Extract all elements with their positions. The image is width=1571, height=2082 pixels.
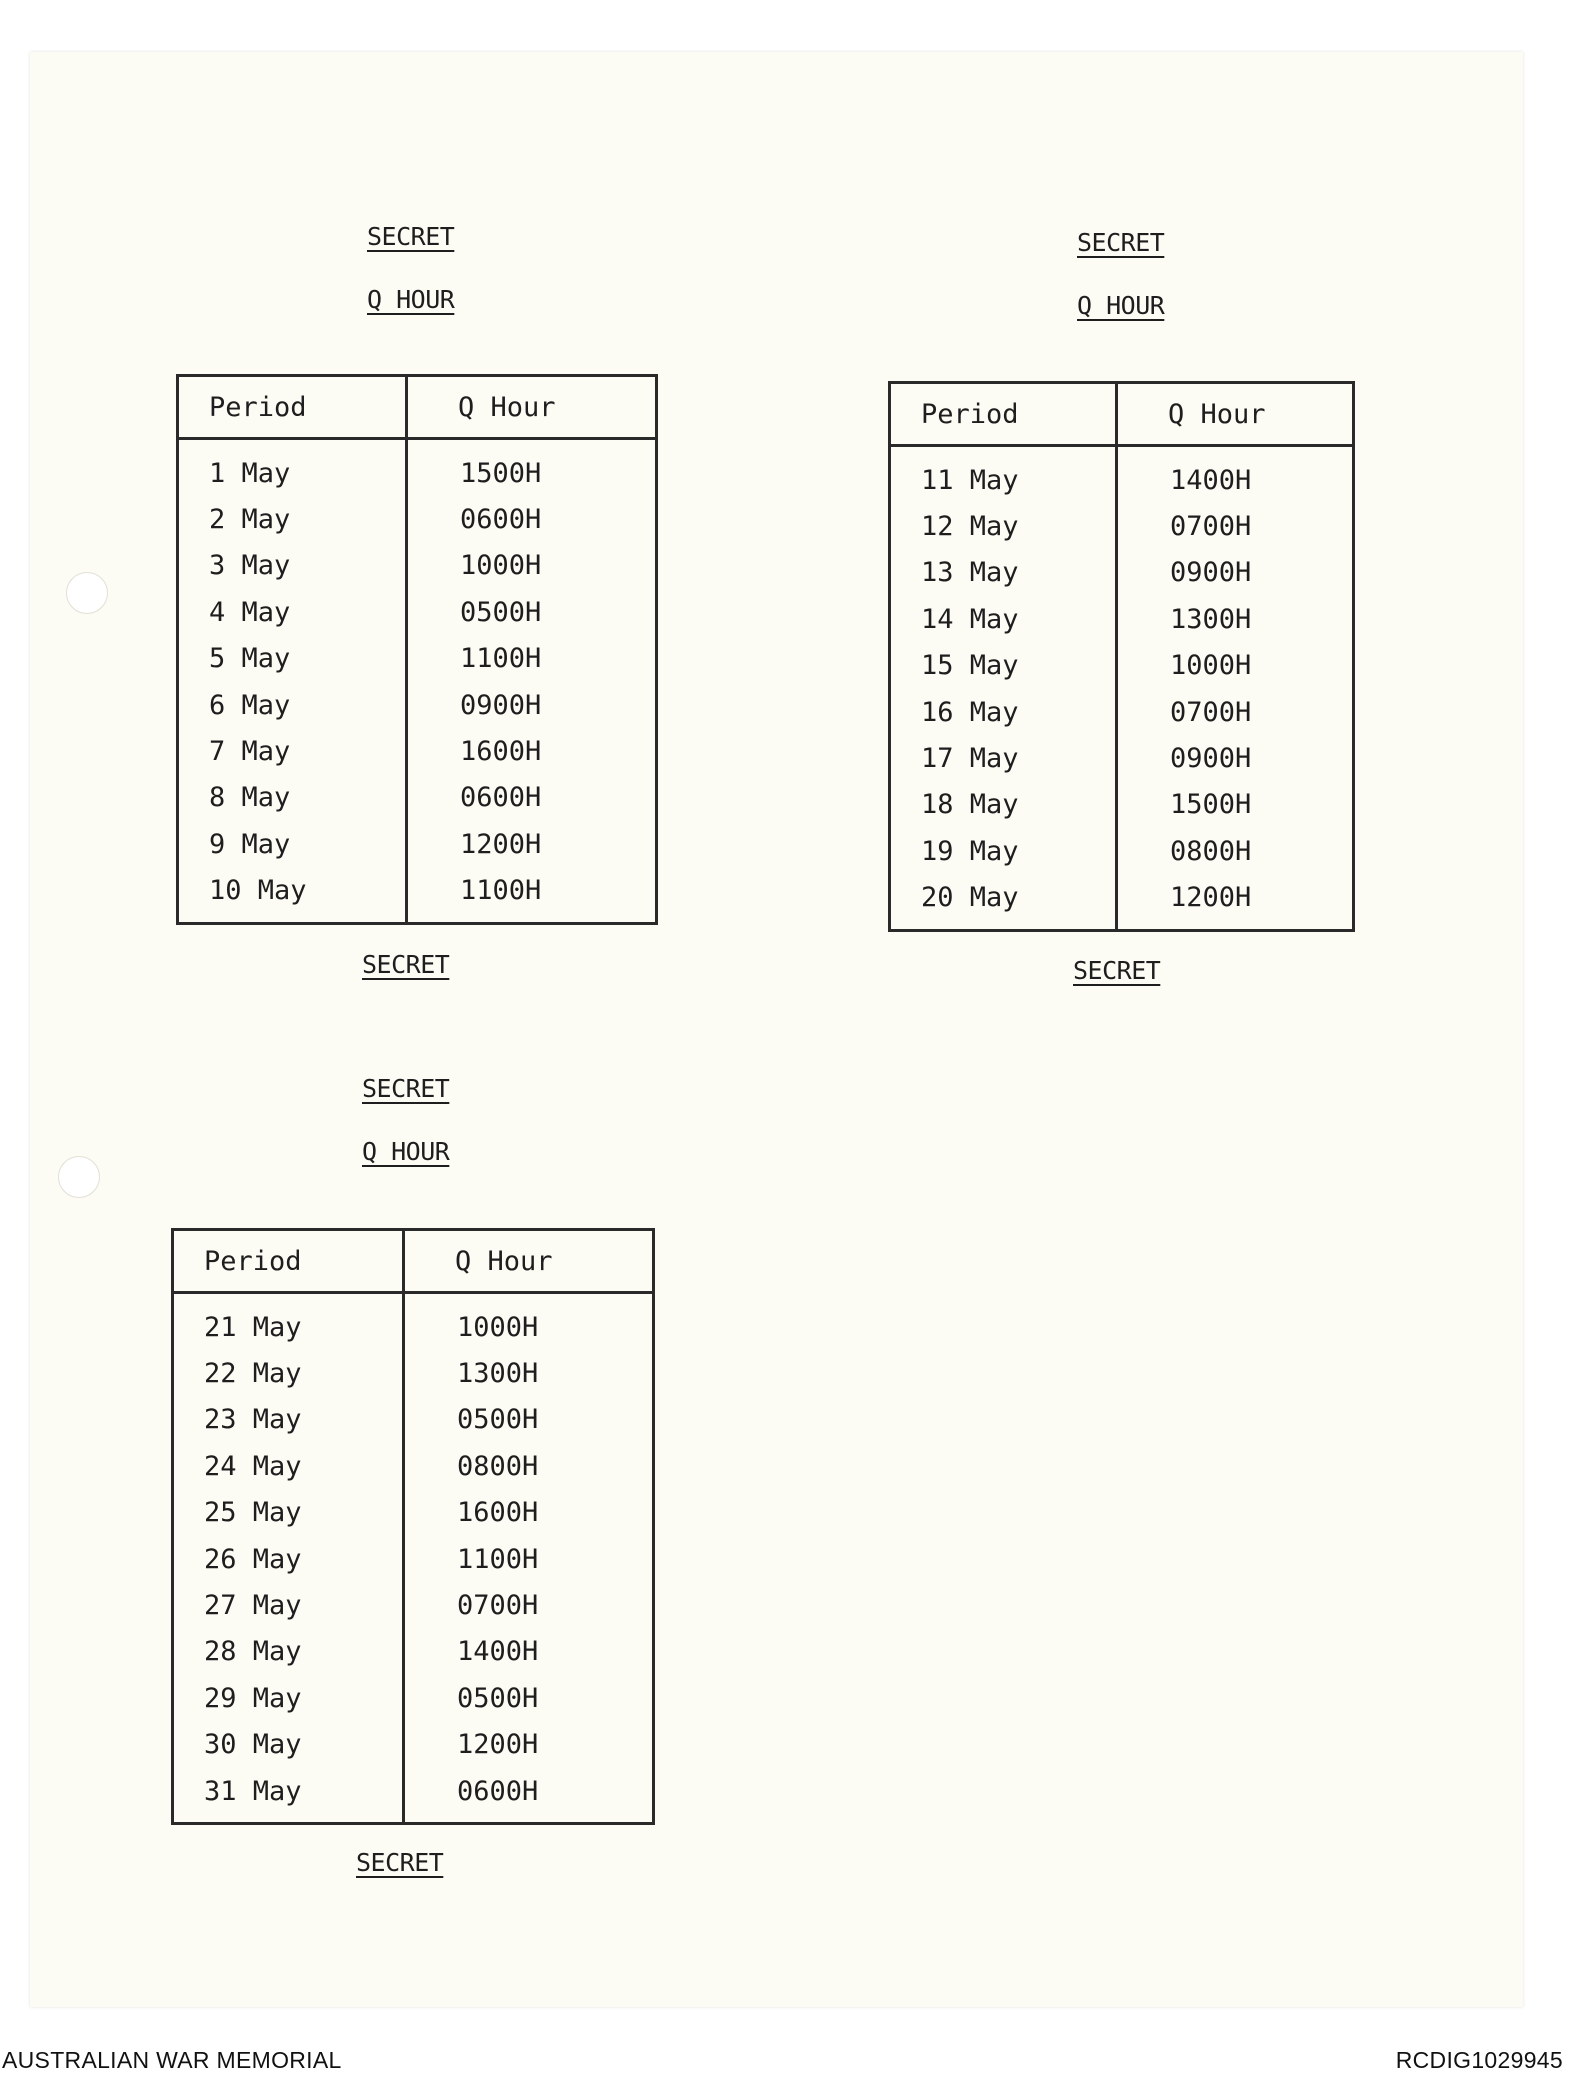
block3-q-hour-title: Q HOUR xyxy=(362,1137,450,1166)
table-row xyxy=(178,543,657,589)
table-header-row xyxy=(178,376,657,439)
q-hour-cell: 0500H xyxy=(460,596,542,628)
table-row xyxy=(178,439,657,497)
period-cell: 30 May xyxy=(173,1722,404,1768)
table-row xyxy=(178,775,657,821)
table-row xyxy=(890,596,1354,642)
table-row xyxy=(173,1768,654,1824)
punch-hole-lower xyxy=(58,1156,100,1198)
table-header-row xyxy=(890,383,1354,446)
table-row xyxy=(178,868,657,924)
table-row xyxy=(178,682,657,728)
q-hour-cell: 1600H xyxy=(460,736,542,768)
table-row xyxy=(173,1443,654,1489)
period-cell: 2 May xyxy=(178,496,407,542)
q-hour-cell: 0700H xyxy=(1170,511,1252,543)
q-hour-cell: 1200H xyxy=(457,1729,539,1761)
q-hour-cell: 1600H xyxy=(457,1497,539,1529)
q-hour-cell: 1400H xyxy=(457,1636,539,1668)
table-row xyxy=(173,1490,654,1536)
footer-record-id: RCDIG1029945 xyxy=(1395,2047,1563,2073)
table-row xyxy=(890,689,1354,735)
period-cell: 7 May xyxy=(178,728,407,774)
table-row xyxy=(173,1536,654,1582)
table-row xyxy=(173,1582,654,1628)
block1-q-hour-title: Q HOUR xyxy=(367,285,455,314)
period-cell: 20 May xyxy=(890,875,1117,931)
period-cell: 21 May xyxy=(173,1293,404,1351)
period-cell: 11 May xyxy=(890,446,1117,504)
table-row xyxy=(173,1722,654,1768)
q-hour-cell: 0600H xyxy=(460,504,542,536)
period-column-header: Period xyxy=(178,376,407,439)
q-hour-cell: 0800H xyxy=(457,1450,539,1482)
q-hour-cell: 1100H xyxy=(460,643,542,675)
table-row xyxy=(178,821,657,867)
period-cell: 18 May xyxy=(890,782,1117,828)
period-cell: 16 May xyxy=(890,689,1117,735)
q-hour-cell: 0900H xyxy=(460,689,542,721)
block2-top-secret-label: SECRET xyxy=(1077,228,1165,257)
period-column-header: Period xyxy=(173,1230,404,1293)
block1-q-hour-table xyxy=(176,374,658,925)
table-row xyxy=(178,728,657,774)
q-hour-cell: 0800H xyxy=(1170,835,1252,867)
period-cell: 4 May xyxy=(178,589,407,635)
block1-bottom-secret-label: SECRET xyxy=(362,950,450,979)
period-cell: 6 May xyxy=(178,682,407,728)
q-hour-cell: 1100H xyxy=(457,1543,539,1575)
q-hour-cell: 1200H xyxy=(460,828,542,860)
q-hour-column-header: Q Hour xyxy=(407,376,657,439)
period-cell: 27 May xyxy=(173,1582,404,1628)
q-hour-cell: 1400H xyxy=(1170,464,1252,496)
period-cell: 22 May xyxy=(173,1350,404,1396)
q-hour-cell: 1200H xyxy=(1170,882,1252,914)
block3-top-secret-label: SECRET xyxy=(362,1074,450,1103)
period-column-header: Period xyxy=(890,383,1117,446)
table-row xyxy=(173,1397,654,1443)
period-cell: 24 May xyxy=(173,1443,404,1489)
table-row xyxy=(890,782,1354,828)
block2-q-hour-table xyxy=(888,381,1355,932)
q-hour-cell: 1300H xyxy=(1170,603,1252,635)
period-cell: 13 May xyxy=(890,550,1117,596)
period-cell: 15 May xyxy=(890,643,1117,689)
period-cell: 12 May xyxy=(890,503,1117,549)
q-hour-cell: 1000H xyxy=(457,1311,539,1343)
q-hour-cell: 0700H xyxy=(457,1590,539,1622)
q-hour-cell: 0500H xyxy=(457,1682,539,1714)
block3-bottom-secret-label: SECRET xyxy=(356,1848,444,1877)
q-hour-cell: 1500H xyxy=(460,457,542,489)
period-cell: 31 May xyxy=(173,1768,404,1824)
table-row xyxy=(890,643,1354,689)
q-hour-cell: 1500H xyxy=(1170,789,1252,821)
period-cell: 5 May xyxy=(178,636,407,682)
table-header-row xyxy=(173,1230,654,1293)
q-hour-cell: 0600H xyxy=(457,1775,539,1807)
table-row xyxy=(178,589,657,635)
period-cell: 14 May xyxy=(890,596,1117,642)
q-hour-column-header: Q Hour xyxy=(1117,383,1354,446)
table-row xyxy=(173,1675,654,1721)
period-cell: 28 May xyxy=(173,1629,404,1675)
block2-bottom-secret-label: SECRET xyxy=(1073,956,1161,985)
period-cell: 8 May xyxy=(178,775,407,821)
q-hour-column-header: Q Hour xyxy=(404,1230,654,1293)
table-row xyxy=(890,875,1354,931)
q-hour-cell: 1300H xyxy=(457,1358,539,1390)
q-hour-cell: 1000H xyxy=(1170,650,1252,682)
table-row xyxy=(173,1350,654,1396)
table-row xyxy=(890,550,1354,596)
q-hour-cell: 1000H xyxy=(460,550,542,582)
period-cell: 1 May xyxy=(178,439,407,497)
table-row xyxy=(173,1293,654,1351)
punch-hole-upper xyxy=(66,572,108,614)
q-hour-cell: 1100H xyxy=(460,875,542,907)
period-cell: 29 May xyxy=(173,1675,404,1721)
q-hour-cell: 0600H xyxy=(460,782,542,814)
footer-institution: AUSTRALIAN WAR MEMORIAL xyxy=(2,2047,342,2073)
period-cell: 19 May xyxy=(890,828,1117,874)
table-row xyxy=(178,496,657,542)
q-hour-cell: 0700H xyxy=(1170,696,1252,728)
q-hour-cell: 0500H xyxy=(457,1404,539,1436)
period-cell: 26 May xyxy=(173,1536,404,1582)
table-row xyxy=(890,503,1354,549)
table-row xyxy=(173,1629,654,1675)
table-row xyxy=(178,636,657,682)
period-cell: 10 May xyxy=(178,868,407,924)
table-row xyxy=(890,446,1354,504)
q-hour-cell: 0900H xyxy=(1170,557,1252,589)
block3-q-hour-table xyxy=(171,1228,655,1825)
table-row xyxy=(890,828,1354,874)
period-cell: 3 May xyxy=(178,543,407,589)
period-cell: 17 May xyxy=(890,735,1117,781)
block1-top-secret-label: SECRET xyxy=(367,222,455,251)
block2-q-hour-title: Q HOUR xyxy=(1077,291,1165,320)
period-cell: 23 May xyxy=(173,1397,404,1443)
q-hour-cell: 0900H xyxy=(1170,743,1252,775)
period-cell: 25 May xyxy=(173,1490,404,1536)
table-row xyxy=(890,735,1354,781)
period-cell: 9 May xyxy=(178,821,407,867)
